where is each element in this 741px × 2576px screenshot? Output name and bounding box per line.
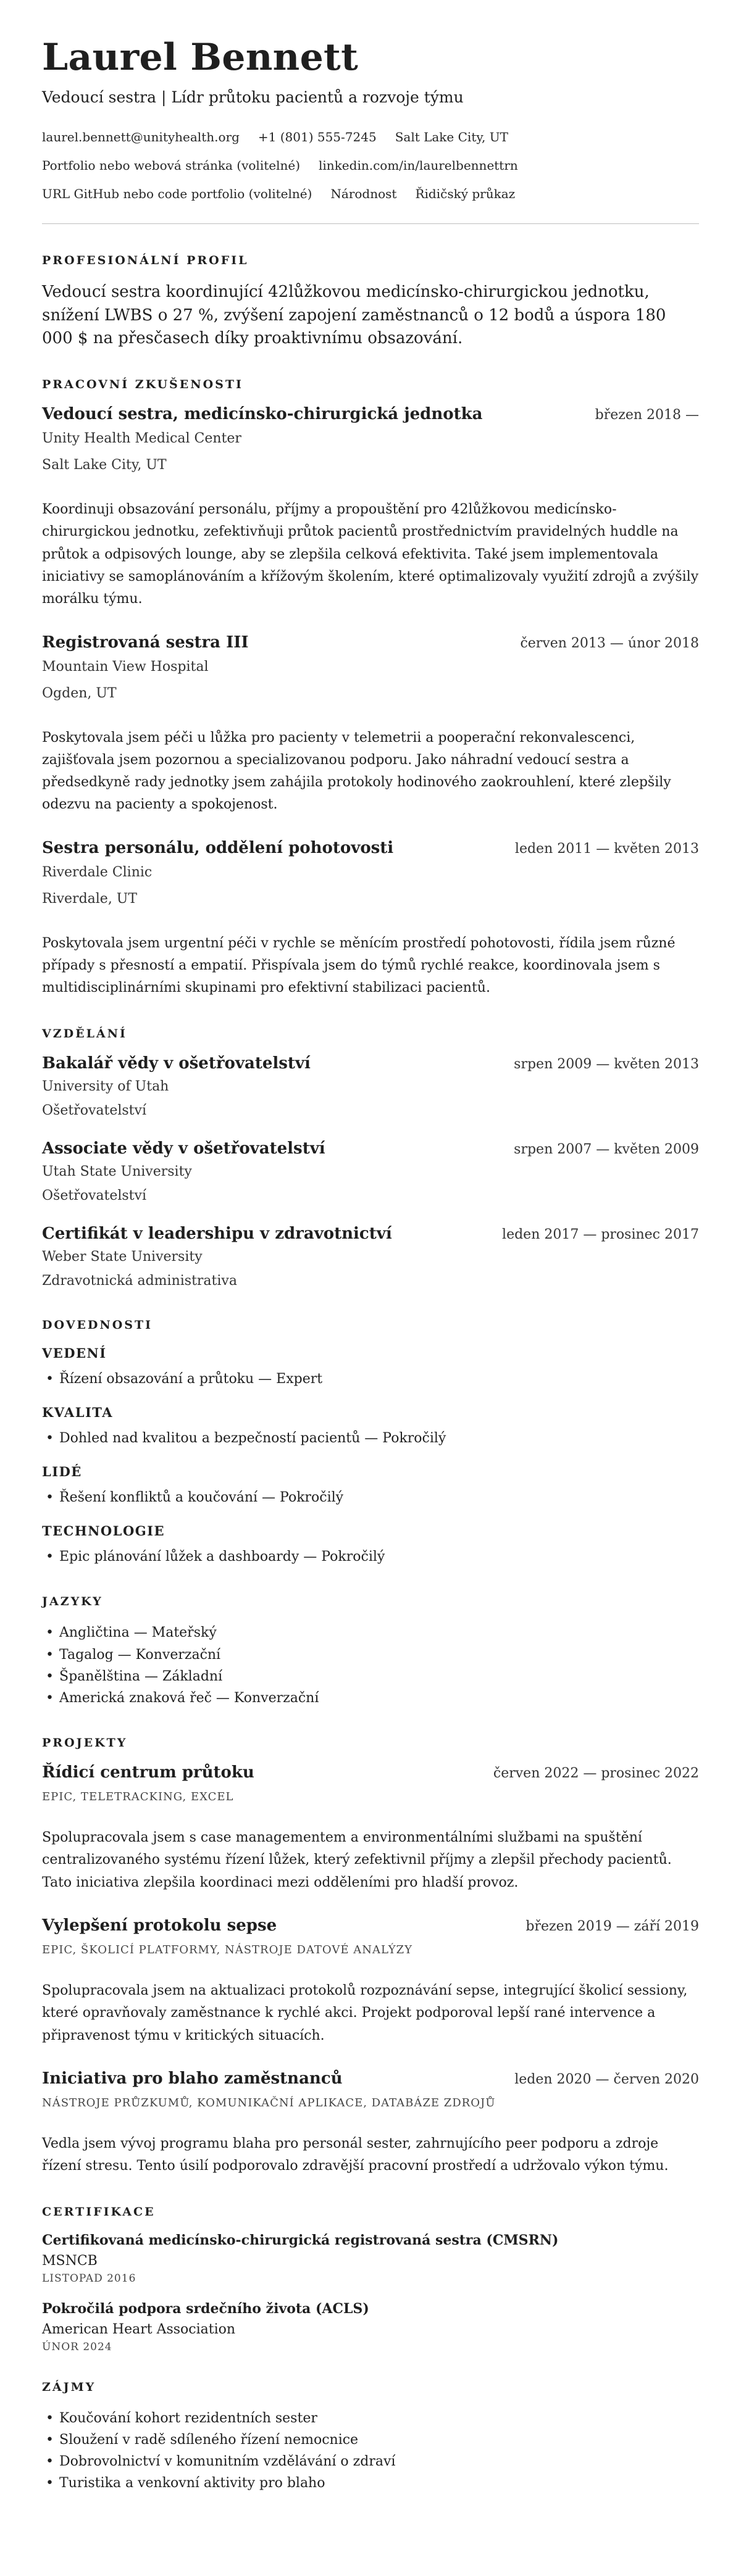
skills-section — [42, 1318, 699, 1568]
project-name: Iniciativa pro blaho zaměstnanců — [42, 2069, 343, 2088]
contact-nationality: Národnost — [330, 186, 397, 201]
languages-list — [42, 1622, 699, 1709]
job-dates: červen 2013 — únor 2018 — [520, 635, 699, 651]
project-tech: EPIC, ŠKOLICÍ PLATFORMY, NÁSTROJE DATOVÉ ANALÝZY — [42, 1943, 413, 1957]
job-location: Riverdale, UT — [42, 891, 138, 907]
languages-title: JAZYKY — [42, 1595, 103, 1609]
skill-item: • Epic plánování lůžek a dashboardy — Pokročilý — [42, 1546, 699, 1568]
study-field: Ošetřovatelství — [42, 1102, 146, 1118]
project-dates: leden 2020 — červen 2020 — [514, 2071, 699, 2087]
school-name: Weber State University — [42, 1249, 203, 1265]
education-entry — [42, 1139, 699, 1206]
skill-item: • Dohled nad kvalitou a bezpečností pacientů — Pokročilý — [42, 1427, 699, 1449]
project-name: Vylepšení protokolu sepse — [42, 1916, 277, 1935]
certifications-section — [42, 2205, 699, 2353]
skills-title: DOVEDNOSTI — [42, 1318, 153, 1332]
experience-entry — [42, 405, 699, 610]
cert-name: Certifikovaná medicínsko-chirurgická registrovaná sestra (CMSRN) — [42, 2232, 559, 2248]
contact-phone[interactable]: +1 (801) 555-7245 — [257, 130, 377, 144]
job-title: Registrovaná sestra III — [42, 633, 249, 652]
experience-entry — [42, 633, 699, 816]
project-entry — [42, 2069, 699, 2178]
contact-row-1 — [42, 130, 699, 144]
contact-row-2 — [42, 158, 699, 173]
job-employer: Mountain View Hospital — [42, 659, 209, 675]
job-employer: Riverdale Clinic — [42, 864, 153, 880]
job-location: Ogden, UT — [42, 685, 117, 701]
degree-dates: srpen 2007 — květen 2009 — [514, 1141, 699, 1157]
education-title: VZDĚLÁNÍ — [42, 1026, 127, 1041]
projects-title: PROJEKTY — [42, 1736, 128, 1750]
skill-group — [42, 1345, 699, 1390]
candidate-name: Laurel Bennett — [42, 36, 359, 79]
skill-item: • Řešení konfliktů a koučování — Pokročilý — [42, 1487, 699, 1508]
contact-portfolio[interactable]: Portfolio nebo webová stránka (volitelné) — [42, 158, 301, 173]
job-title: Sestra personálu, oddělení pohotovosti — [42, 838, 394, 857]
degree-title: Certifikát v leadershipu v zdravotnictví — [42, 1224, 392, 1243]
project-tech: NÁSTROJE PRŮZKUMŮ, KOMUNIKAČNÍ APLIKACE, DATABÁZE ZDROJŮ — [42, 2096, 496, 2109]
projects-section — [42, 1736, 699, 2177]
degree-title: Bakalář vědy v ošetřovatelství — [42, 1053, 311, 1073]
interest-item: • Dobrovolnictví v komunitním vzdělávání o zdraví — [42, 2451, 699, 2472]
contact-license: Řidičský průkaz — [415, 186, 516, 201]
study-field: Zdravotnická administrativa — [42, 1273, 237, 1289]
interests-list — [42, 2408, 699, 2495]
profile-section — [42, 254, 699, 351]
project-description: Spolupracovala jsem s case managementem a environmentálními službami na spuštění centralizovaného systému řízení lůžek, který zefektivnil příjmy a zlepšil přechody pacientů. Tato iniciativa zlepšila koordinaci mezi odděleními pro hladší provoz. — [42, 1830, 672, 1890]
certifications-title: CERTIFIKACE — [42, 2204, 156, 2219]
languages-section — [42, 1595, 699, 1709]
experience-section — [42, 378, 699, 1000]
project-description: Spolupracovala jsem na aktualizaci protokolů rozpoznávání sepse, integrující školicí sessiony, které opravňovaly zaměstnance k rychlé akci. Projekt podporoval lepší rané intervence a připravenost týmu v kritických situacích. — [42, 1983, 688, 2043]
cert-date: ÚNOR 2024 — [42, 2340, 112, 2353]
experience-entry — [42, 839, 699, 1000]
degree-dates: leden 2017 — prosinec 2017 — [502, 1226, 699, 1242]
skill-category: LIDÉ — [42, 1464, 82, 1479]
job-description: Poskytovala jsem péči u lůžka pro pacienty v telemetrii a pooperační rekonvalescenci, zajišťovala jsem pozornou a specializovanou podporu. Jako náhradní vedoucí sestra a předsedkyně rady jednotky jsem zahájila protokoly hodinového zaokrouhlení, které zlepšily odezvu na pacienty a spokojenost. — [42, 729, 671, 813]
skill-category: TECHNOLOGIE — [42, 1523, 165, 1539]
degree-title: Associate vědy v ošetřovatelství — [42, 1139, 325, 1158]
project-name: Řídicí centrum průtoku — [42, 1763, 254, 1782]
job-description: Poskytovala jsem urgentní péči v rychle se měnícím prostředí pohotovosti, řídila jsem různé případy s přesností a empatií. Přispívala jsem do týmů rychlé reakce, koordinovala jsem s multidisciplinárními skupinami pro efektivní stabilizaci pacientů. — [42, 935, 676, 996]
school-name: Utah State University — [42, 1163, 192, 1179]
cert-name: Pokročilá podpora srdečního života (ACLS) — [42, 2300, 369, 2317]
cert-date: LISTOPAD 2016 — [42, 2272, 136, 2285]
study-field: Ošetřovatelství — [42, 1187, 146, 1203]
skill-item: • Řízení obsazování a průtoku — Expert — [42, 1368, 699, 1390]
job-title: Vedoucí sestra, medicínsko-chirurgická jednotka — [42, 405, 483, 424]
skill-group — [42, 1464, 699, 1508]
contact-email[interactable]: laurel.bennett@unityhealth.org — [42, 130, 240, 144]
contact-github[interactable]: URL GitHub nebo code portfolio (volitelné) — [42, 186, 312, 201]
profile-title: PROFESIONÁLNÍ PROFIL — [42, 254, 249, 267]
language-item: • Angličtina — Mateřský — [42, 1622, 699, 1643]
education-entry — [42, 1054, 699, 1121]
resume-header — [42, 38, 699, 201]
certification-entry — [42, 2301, 699, 2353]
profile-summary: Vedoucí sestra koordinující 42lůžkovou medicínsko-chirurgickou jednotku, snížení LWBS o 27 %, zvýšení zapojení zaměstnanců o 12 bodů a úspora 180 000 $ na přesčasech díky proaktivnímu obsazování. — [42, 283, 666, 348]
skill-group — [42, 1523, 699, 1568]
contact-linkedin[interactable]: linkedin.com/in/laurelbennettrn — [319, 158, 518, 173]
project-dates: červen 2022 — prosinec 2022 — [493, 1766, 699, 1782]
project-tech: EPIC, TELETRACKING, EXCEL — [42, 1790, 234, 1804]
job-location: Salt Lake City, UT — [42, 457, 167, 473]
skill-category: VEDENÍ — [42, 1345, 107, 1361]
school-name: University of Utah — [42, 1078, 169, 1094]
job-description: Koordinuji obsazování personálu, příjmy a propouštění pro 42lůžkovou medicínsko-chirurgickou jednotku, zefektivňuji průtok pacientů prostřednictvím pravidelných huddle na průtok a odpisových lounge, aby se zlepšila celková efektivita. Také jsem implementovala iniciativy se samoplánováním a křížovým školením, které optimalizovaly využití zdrojů a zvýšily morálku týmu. — [42, 502, 699, 607]
project-description: Vedla jsem vývoj programu blaha pro personál sester, zahrnujícího peer podporu a zdroje řízení stresu. Tento úsilí podporovalo zdravější pracovní prostředí a udržovalo výkon týmu. — [42, 2135, 669, 2174]
interest-item: • Koučování kohort rezidentních sester — [42, 2408, 699, 2429]
project-dates: březen 2019 — září 2019 — [525, 1919, 699, 1935]
certification-entry — [42, 2232, 699, 2285]
interest-item: • Sloužení v radě sdíleného řízení nemocnice — [42, 2429, 699, 2451]
education-section — [42, 1027, 699, 1291]
contact-row-3 — [42, 186, 699, 201]
language-item: • Španělština — Základní — [42, 1666, 699, 1687]
interests-section — [42, 2380, 699, 2495]
interest-item: • Turistika a venkovní aktivity pro blaho — [42, 2472, 699, 2494]
candidate-headline: Vedoucí sestra | Lídr průtoku pacientů a rozvoje týmu — [42, 88, 464, 106]
contact-location: Salt Lake City, UT — [395, 130, 508, 144]
project-entry — [42, 1916, 699, 2047]
language-item: • Americká znaková řeč — Konverzační — [42, 1687, 699, 1709]
degree-dates: srpen 2009 — květen 2013 — [514, 1056, 699, 1072]
job-dates: leden 2011 — květen 2013 — [514, 841, 699, 857]
skill-category: KVALITA — [42, 1404, 114, 1420]
cert-issuer: MSNCB — [42, 2253, 98, 2269]
header-divider — [42, 223, 699, 224]
language-item: • Tagalog — Konverzační — [42, 1644, 699, 1666]
job-dates: březen 2018 — — [595, 407, 699, 423]
cert-issuer: American Heart Association — [42, 2321, 236, 2337]
experience-title: PRACOVNÍ ZKUŠENOSTI — [42, 378, 243, 392]
education-entry — [42, 1224, 699, 1291]
skill-group — [42, 1405, 699, 1449]
job-employer: Unity Health Medical Center — [42, 431, 241, 447]
project-entry — [42, 1763, 699, 1894]
interests-title: ZÁJMY — [42, 2380, 96, 2394]
